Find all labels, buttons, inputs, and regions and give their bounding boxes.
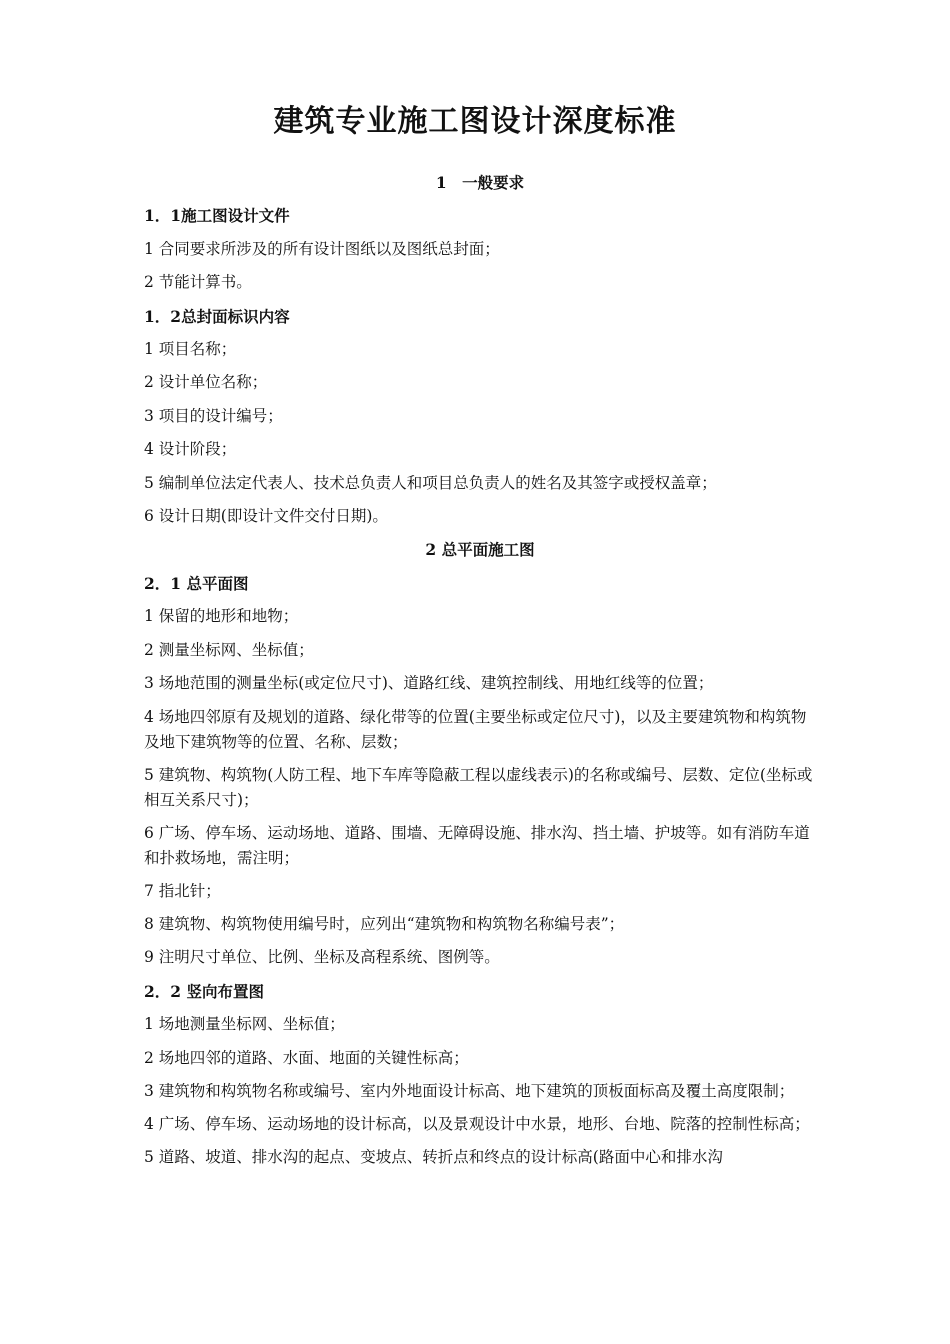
document-body [144, 166, 816, 1174]
list-item: 1 项目名称； [144, 340, 237, 359]
list-item: 2 测量坐标网、坐标值； [144, 640, 314, 659]
document-title: 建筑专业施工图设计深度标准 [273, 104, 677, 139]
list-item: 6 广场、停车场、运动场地、道路、围墙、无障碍设施、排水沟、挡土墙、护坡等。如有消防车道和扑救场地，需注明； [144, 823, 810, 867]
list-item: 2 节能计算书。 [144, 273, 252, 292]
list-item: 3 项目的设计编号； [144, 406, 283, 425]
list-item: 4 设计阶段； [144, 440, 237, 459]
subsection-heading: 2．1 总平面图 [144, 573, 249, 593]
list-item: 2 设计单位名称； [144, 373, 268, 392]
list-item: 5 编制单位法定代表人、技术总负责人和项目总负责人的姓名及其签字或授权盖章； [144, 473, 717, 492]
section-heading: 1 一般要求 [435, 173, 525, 192]
list-item: 3 场地范围的测量坐标(或定位尺寸)、道路红线、建筑控制线、用地红线等的位置； [144, 674, 714, 693]
list-item: 5 道路、坡道、排水沟的起点、变坡点、转折点和终点的设计标高(路面中心和排水沟 [144, 1147, 723, 1166]
list-item: 3 建筑物和构筑物名称或编号、室内外地面设计标高、地下建筑的顶板面标高及覆土高度限制； [144, 1081, 795, 1100]
list-item: 5 建筑物、构筑物(人防工程、地下车库等隐蔽工程以虚线表示)的名称或编号、层数、定位(坐标或相互关系尺寸)； [144, 765, 813, 809]
list-item: 7 指北针； [144, 881, 221, 900]
list-item: 6 设计日期(即设计文件交付日期)。 [144, 507, 388, 526]
subsection-heading: 1．1施工图设计文件 [144, 206, 290, 226]
list-item: 2 场地四邻的道路、水面、地面的关键性标高； [144, 1048, 469, 1067]
list-item: 1 合同要求所涉及的所有设计图纸以及图纸总封面； [144, 239, 500, 258]
subsection-heading: 2．2 竖向布置图 [144, 981, 264, 1001]
list-item: 1 保留的地形和地物； [144, 607, 299, 626]
section-heading: 2 总平面施工图 [425, 540, 535, 560]
list-item: 4 广场、停车场、运动场地的设计标高，以及景观设计中水景，地形、台地、院落的控制性标高； [144, 1114, 810, 1133]
subsection-heading: 1．2总封面标识内容 [144, 306, 290, 326]
list-item: 8 建筑物、构筑物使用编号时，应列出“建筑物和构筑物名称编号表”； [144, 914, 625, 933]
list-item: 1 场地测量坐标网、坐标值； [144, 1015, 345, 1034]
list-item: 4 场地四邻原有及规划的道路、绿化带等的位置(主要坐标或定位尺寸)，以及主要建筑物和构筑物及地下建筑物等的位置、名称、层数； [144, 707, 807, 751]
list-item: 9 注明尺寸单位、比例、坐标及高程系统、图例等。 [144, 948, 500, 967]
